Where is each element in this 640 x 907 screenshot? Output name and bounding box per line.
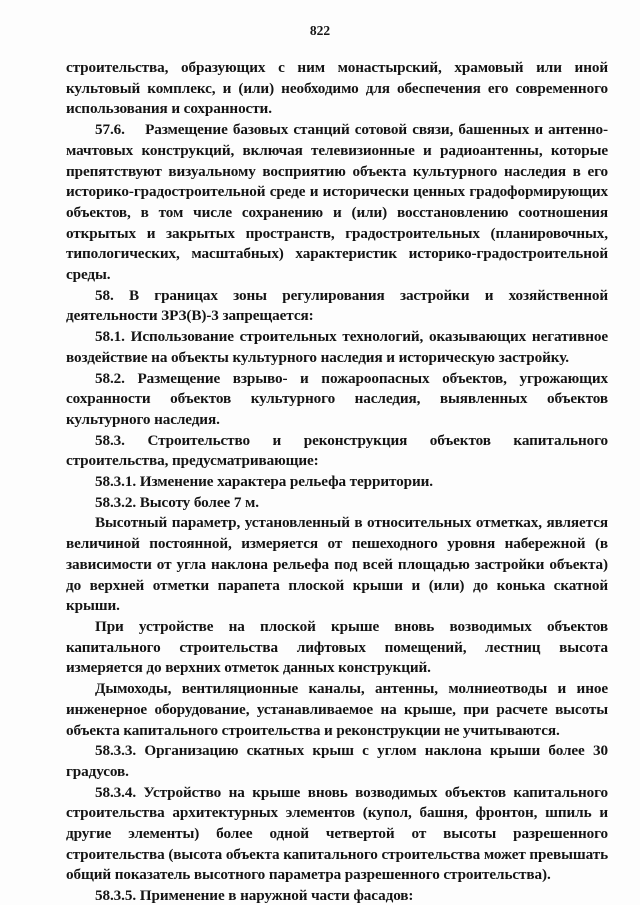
paragraph-58-3-4: 58.3.4. Устройство на крыше вновь возводимых объектов капитального строительства архитектурных элементов (купол, башня, фронтон, шпиль и другие элементы) более одной четвертой от высоты разрешенного строительства (высота объекта капитального строительства может превышать общий показатель высотного параметра разрешенного строительства). xyxy=(66,783,609,884)
paragraph-58-3-5: 58.3.5. Применение в наружной части фасадов: xyxy=(95,887,414,905)
paragraph-58-3: 58.3. Строительство и реконструкция объектов капитального строительства, предусматривающие: xyxy=(66,431,608,470)
paragraph-58-2: 58.2. Размещение взрыво- и пожароопасных объектов, угрожающих сохранности объектов культурного наследия, выявленных объектов культурного наследия. xyxy=(66,369,608,428)
document-body xyxy=(66,58,608,907)
paragraph-flat-roof: При устройстве на плоской крыше вновь возводимых объектов капитального строительства лифтовых помещений, лестниц высота измеряется до верхних отметок данных конструкций. xyxy=(66,617,608,677)
paragraph-58-3-2: 58.3.2. Высоту более 7 м. xyxy=(95,493,259,511)
paragraph-height-parameter: Высотный параметр, установленный в относительных отметках, является величиной постоянной, измеряется от пешеходного уровня набережной (в зависимости от угла наклона рельефа под всей площадью застройки объекта) до верхней отметки парапета плоской крыши и (или) до конька скатной крыши. xyxy=(66,514,608,615)
paragraph-roof-equipment: Дымоходы, вентиляционные каналы, антенны, молниеотводы и иное инженерное оборудование, устанавливаемое на крыше, при расчете высоты объекта капитального строительства и реконструкции не учитываются. xyxy=(66,680,608,739)
paragraph-57-6: 57.6. Размещение базовых станций сотовой связи, башенных и антенно-мачтовых конструкций, включая телевизионные и радиоантенны, которые препятствуют визуальному восприятию объекта культурного наследия в его историко-градостроительной среде и исторически ценных градоформирующих объектов, в том числе сохранению и (или) восстановлению соотношения открытых и закрытых пространств, градостроительных (планировочных, типологических, масштабных) характеристик историко-градостроительной среды. xyxy=(66,121,608,284)
page-number: 822 xyxy=(309,23,331,38)
paragraph-58: 58. В границах зоны регулирования застройки и хозяйственной деятельности ЗРЗ(В)-3 запрещается: xyxy=(66,286,608,325)
paragraph-58-3-1: 58.3.1. Изменение характера рельефа территории. xyxy=(95,473,434,491)
paragraph-58-3-3: 58.3.3. Организацию скатных крыш с углом наклона крыши более 30 градусов. xyxy=(66,742,608,780)
paragraph-continuation: строительства, образующих с ним монастырский, храмовый или иной культовый комплекс, и (или) необходимо для обеспечения его современного использования и сохранности. xyxy=(66,59,608,118)
paragraph-58-1: 58.1. Использование строительных технологий, оказывающих негативное воздействие на объекты культурного наследия и историческую застройку. xyxy=(66,328,608,366)
